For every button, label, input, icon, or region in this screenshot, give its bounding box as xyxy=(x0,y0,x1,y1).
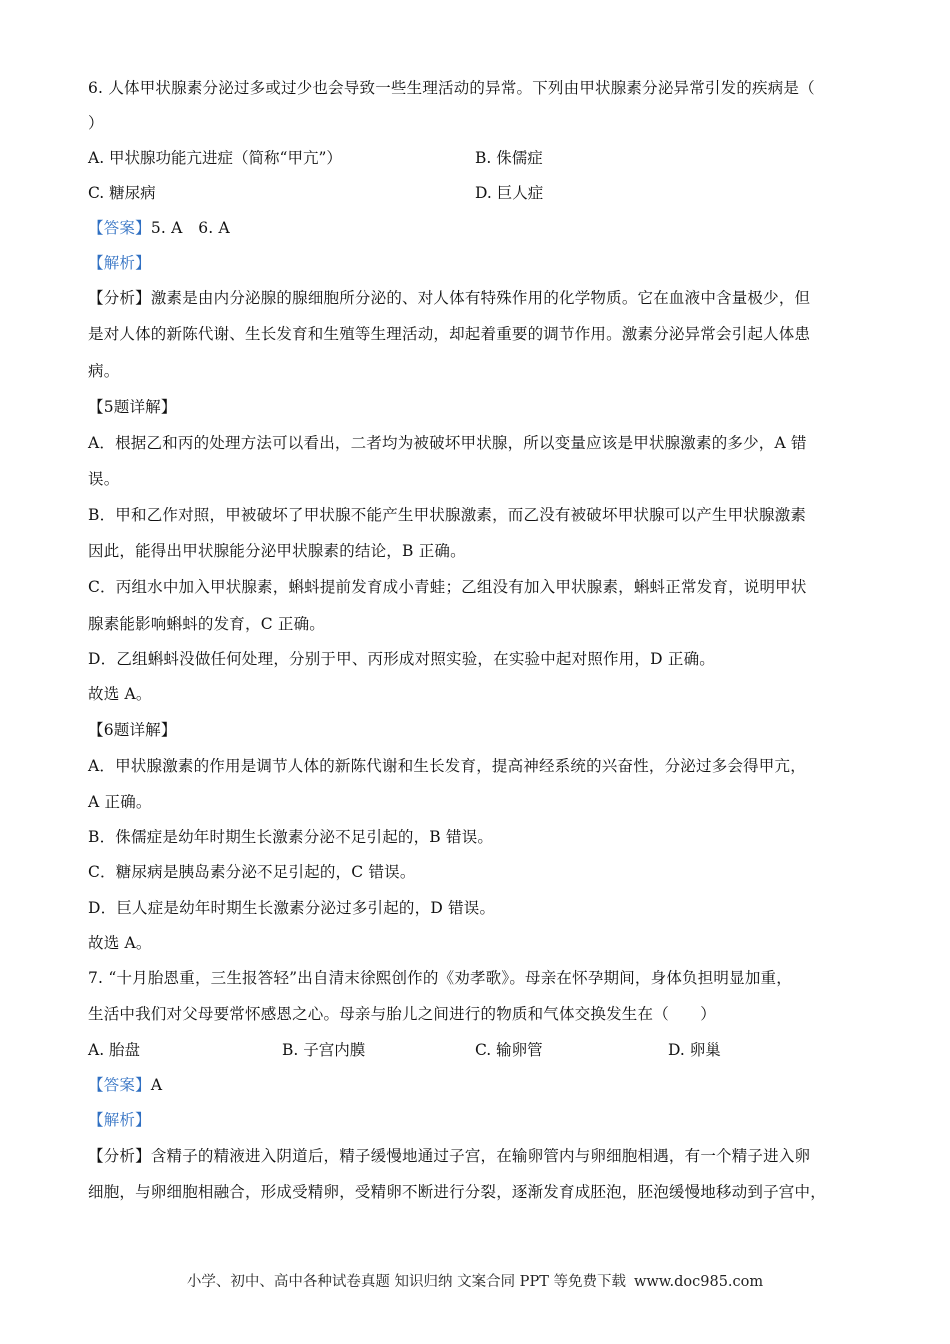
detail-6-title: 【6题详解】 xyxy=(88,721,177,739)
question-7-stem-line-2: 生活中我们对父母要常怀感恩之心。母亲与胎儿之间进行的物质和气体交换发生在（ ） xyxy=(88,1005,717,1023)
analysis-2-line-1 xyxy=(88,1146,810,1166)
analysis-1-text: 激素是由内分泌腺的腺细胞所分泌的、对人体有特殊作用的化学物质。它在血液中含量极少，但 xyxy=(150,289,811,307)
analysis-tag-2: 【解析】 xyxy=(88,1111,151,1129)
analysis-1-line-1 xyxy=(88,288,810,308)
detail-5-b-line-2: 因此，能得出甲状腺能分泌甲状腺素的结论，B 正确。 xyxy=(88,542,466,560)
question-6-option-d: D. 巨人症 xyxy=(475,184,544,202)
detail-6-b-line-1: B．侏儒症是幼年时期生长激素分泌不足引起的，B 错误。 xyxy=(88,828,494,846)
analysis-1-line-3: 病。 xyxy=(88,362,120,380)
analysis-tag-1: 【解析】 xyxy=(88,254,151,272)
question-6-stem-end: ） xyxy=(88,114,104,132)
analysis-2-line-2: 细胞，与卵细胞相融合，形成受精卵，受精卵不断进行分裂，逐渐发育成胚泡，胚泡缓慢地移动到子宫中， xyxy=(88,1183,826,1201)
detail-6-c-line-1: C．糖尿病是胰岛素分泌不足引起的，C 错误。 xyxy=(88,863,416,881)
detail-5-a-line-1: A．根据乙和丙的处理方法可以看出，二者均为被破坏甲状腺，所以变量应该是甲状腺激素的多少，A 错 xyxy=(88,434,807,452)
question-6-option-c: C. 糖尿病 xyxy=(88,184,156,202)
question-7-option-a: A. 胎盘 xyxy=(88,1041,141,1059)
footer-link[interactable]: www.doc985.com xyxy=(633,1274,764,1290)
question-7-option-d: D. 卵巢 xyxy=(668,1041,721,1059)
detail-5-b-line-1: B．甲和乙作对照，甲被破坏了甲状腺不能产生甲状腺激素，而乙没有被破坏甲状腺可以产生甲状腺激素 xyxy=(88,506,807,524)
analysis-1-tag: 【分析】 xyxy=(88,289,151,307)
detail-5-c-line-1: C．丙组水中加入甲状腺素，蝌蚪提前发育成小青蛙；乙组没有加入甲状腺素，蝌蚪正常发育，说明甲状 xyxy=(88,578,807,596)
question-7-option-b: B. 子宫内膜 xyxy=(282,1041,366,1059)
answer-tag-2: 【答案】 xyxy=(88,1076,151,1094)
question-7-option-c: C. 输卵管 xyxy=(475,1041,543,1059)
analysis-2-text: 含精子的精液进入阴道后，精子缓慢地通过子宫，在输卵管内与卵细胞相遇，有一个精子进入卵 xyxy=(150,1147,811,1165)
answer-text: 5. A 6. A xyxy=(150,219,230,237)
detail-5-c-line-2: 腺素能影响蝌蚪的发育，C 正确。 xyxy=(88,615,325,633)
detail-5-a-line-2: 误。 xyxy=(88,470,120,488)
answer-text-2: A xyxy=(150,1076,163,1094)
analysis-2-tag: 【分析】 xyxy=(88,1147,151,1165)
question-6-option-a: A. 甲状腺功能亢进症（简称“甲亢”） xyxy=(88,149,342,167)
question-6-option-b: B. 侏儒症 xyxy=(475,149,543,167)
detail-5-title: 【5题详解】 xyxy=(88,398,177,416)
detail-6-d-line-1: D．巨人症是幼年时期生长激素分泌过多引起的，D 错误。 xyxy=(88,899,496,917)
detail-6-a-line-2: A 正确。 xyxy=(88,793,152,811)
detail-6-conclusion: 故选 A。 xyxy=(88,934,152,952)
footer-text: 小学、初中、高中各种试卷真题 知识归纳 文案合同 PPT 等免费下载 xyxy=(186,1274,626,1290)
answer-line-2 xyxy=(88,1075,162,1095)
answer-tag: 【答案】 xyxy=(88,219,151,237)
detail-5-d-line-1: D．乙组蝌蚪没做任何处理，分别于甲、丙形成对照实验，在实验中起对照作用，D 正确。 xyxy=(88,650,715,668)
analysis-1-line-2: 是对人体的新陈代谢、生长发育和生殖等生理活动，却起着重要的调节作用。激素分泌异常会引起人体患 xyxy=(88,325,811,343)
answer-line-1 xyxy=(88,218,230,238)
detail-6-a-line-1: A．甲状腺激素的作用是调节人体的新陈代谢和生长发育，提高神经系统的兴奋性，分泌过多会得甲亢， xyxy=(88,757,806,775)
detail-5-conclusion: 故选 A。 xyxy=(88,685,152,703)
question-6-stem: 6. 人体甲状腺素分泌过多或过少也会导致一些生理活动的异常。下列由甲状腺素分泌异常引发的疾病是（ xyxy=(88,79,815,97)
question-7-stem-line-1: 7. “十月胎恩重，三生报答轻”出自清末徐熙创作的《劝孝歌》。母亲在怀孕期间，身体负担明显加重， xyxy=(88,969,792,987)
page-footer xyxy=(0,1270,950,1291)
